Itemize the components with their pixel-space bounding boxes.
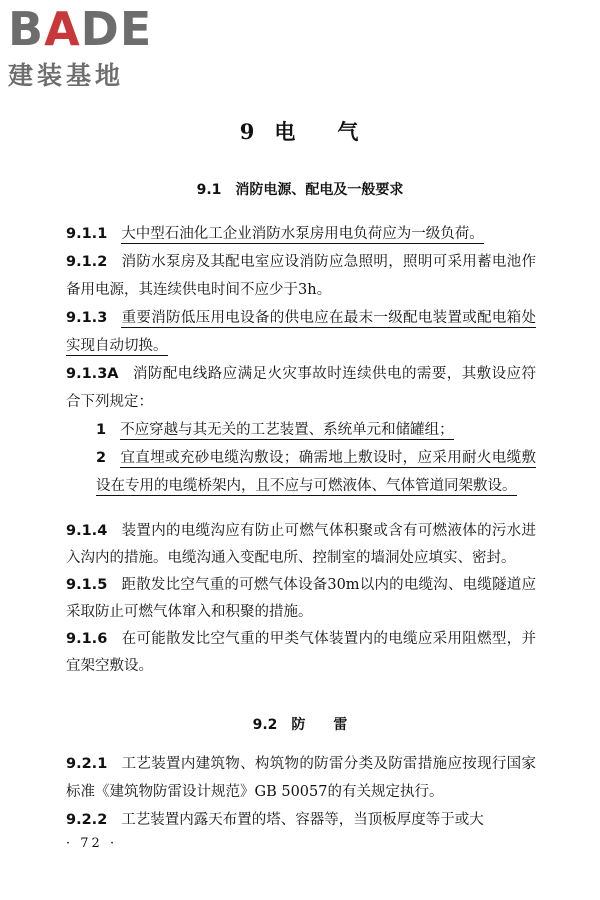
list-item: 2 宜直埋或充砂电缆沟敷设；确需地上敷设时，应采用耐火电缆敷设在专用的电缆桥架内，且不应与可燃液体、气体管道同架敷设。 — [96, 450, 536, 494]
clause: 9.1.1 大中型石油化工企业消防水泵房用电负荷应为一级负荷。 — [66, 226, 484, 242]
clause: 9.1.6 在可能散发比空气重的甲类气体装置内的电缆应采用阻燃型，并宜架空敷设。 — [66, 631, 536, 674]
clause: 9.1.3 重要消防低压用电设备的供电应在最末一级配电装置或配电箱处实现自动切换。 — [66, 310, 536, 354]
clause-block-2 — [66, 518, 536, 680]
clause: 9.1.5 距散发比空气重的可燃气体设备30m以内的电缆沟、电缆隧道应采取防止可燃气体窜入和积聚的措施。 — [66, 577, 536, 620]
logo-wordmark: BADE — [8, 2, 153, 56]
chapter-title: 9 电 气 — [239, 119, 361, 144]
clause-block-1 — [66, 220, 536, 500]
clause: 9.1.3A 消防配电线路应满足火灾事故时连续供电的需要，其敷设应符合下列规定： — [66, 366, 536, 410]
clause: 9.1.4 装置内的电缆沟应有防止可燃气体积聚或含有可燃液体的污水进入沟内的措施。电缆沟通入变配电所、控制室的墙洞处应填实、密封。 — [66, 523, 536, 566]
page-number: · 72 · — [66, 836, 118, 851]
section-title-9-2: 9.2 防 雷 — [252, 717, 348, 733]
list-item: 1 不应穿越与其无关的工艺装置、系统单元和储罐组； — [96, 422, 454, 438]
section-title-9-1: 9.1 消防电源、配电及一般要求 — [196, 182, 404, 198]
logo — [8, 2, 178, 92]
clause: 9.1.2 消防水泵房及其配电室应设消防应急照明，照明可采用蓄电池作备用电源，其连续供电时间不应少于3h。 — [66, 254, 536, 298]
logo-subtitle: 建装基地 — [8, 61, 125, 90]
clause-block-3 — [66, 750, 536, 834]
clause: 9.2.1 工艺装置内建筑物、构筑物的防雷分类及防雷措施应按现行国家标准《建筑物防雷设计规范》GB 50057的有关规定执行。 — [66, 756, 536, 800]
clause: 9.2.2 工艺装置内露天布置的塔、容器等，当顶板厚度等于或大 — [66, 812, 484, 828]
